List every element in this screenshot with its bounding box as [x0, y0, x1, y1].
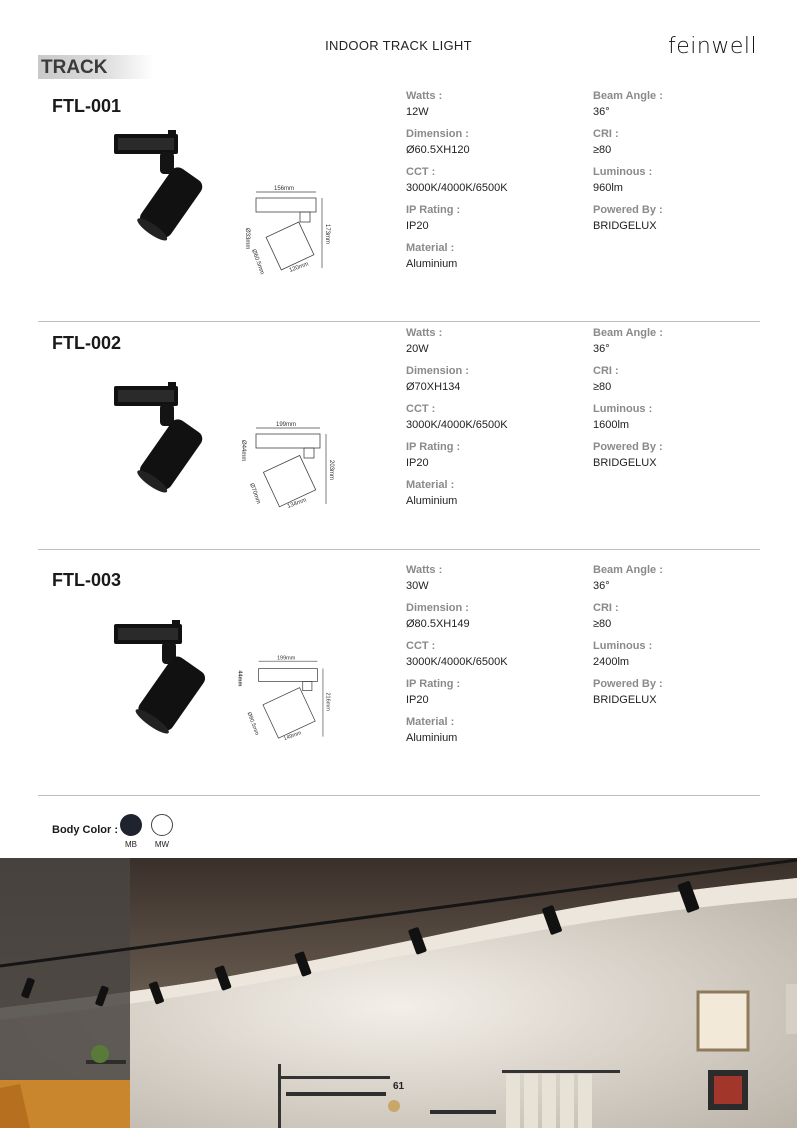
drawing-dim-head: Ø60.5mm	[250, 248, 265, 276]
drawing-dim-width: 156mm	[274, 186, 295, 192]
drawing-dim-head: Ø80.5mm	[245, 711, 260, 737]
drawing-dim-length: 134mm	[286, 497, 308, 510]
color-swatch-mb[interactable]	[120, 814, 142, 836]
spec-cct: CCT : 3000K/4000K/6500K	[406, 403, 508, 431]
drawing-dim-height: 216mm	[324, 692, 331, 711]
spec-cri: CRI : ≥80	[593, 128, 619, 156]
page-header-title: INDOOR TRACK LIGHT	[325, 38, 472, 53]
drawing-dim-base: Ø33mm	[244, 228, 250, 250]
product-code: FTL-003	[52, 570, 122, 590]
brand-logo: feinwell	[668, 34, 758, 59]
spec-material: Material : Aluminium	[406, 716, 458, 744]
spec-dimension: Dimension : Ø60.5XH120	[406, 128, 470, 156]
dimension-drawing	[238, 420, 338, 512]
body-color-label: Body Color :	[52, 824, 118, 836]
spec-cri: CRI : ≥80	[593, 365, 619, 393]
spec-luminous: Luminous : 960lm	[593, 166, 653, 194]
spec-beam-angle: Beam Angle : 36°	[593, 564, 663, 592]
drawing-dim-height: 173mm	[324, 224, 330, 245]
drawing-dim-base: 44mm	[236, 670, 243, 687]
spec-powered-by: Powered By : BRIDGELUX	[593, 204, 663, 232]
section-divider	[38, 549, 760, 550]
spec-ip-rating: IP Rating : IP20	[406, 441, 461, 469]
dimension-drawing	[238, 652, 338, 744]
spec-dimension: Dimension : Ø80.5XH149	[406, 602, 470, 630]
drawing-dim-head: Ø70mm	[248, 482, 262, 505]
drawing-dim-height: 203mm	[328, 460, 334, 481]
spec-dimension: Dimension : Ø70XH134	[406, 365, 469, 393]
category-label: TRACK	[41, 57, 108, 78]
category-tag	[38, 55, 154, 79]
spec-material: Material : Aluminium	[406, 242, 458, 270]
spec-luminous: Luminous : 1600lm	[593, 403, 653, 431]
drawing-dim-width: 199mm	[276, 422, 297, 428]
page-number: 61	[393, 1081, 405, 1092]
track-light-photo	[108, 618, 204, 730]
spec-beam-angle: Beam Angle : 36°	[593, 90, 663, 118]
track-light-photo	[108, 128, 204, 240]
product-code: FTL-002	[52, 333, 122, 353]
color-code-mb: MB	[125, 840, 137, 849]
spec-watts: Watts : 20W	[406, 327, 443, 355]
drawing-dim-base: Ø44mm	[240, 440, 246, 462]
spec-ip-rating: IP Rating : IP20	[406, 678, 461, 706]
color-code-mw: MW	[154, 840, 170, 849]
dimension-drawing	[238, 184, 338, 276]
drawing-dim-width: 199mm	[276, 655, 296, 662]
spec-luminous: Luminous : 2400lm	[593, 640, 653, 668]
spec-watts: Watts : 12W	[406, 90, 443, 118]
section-divider	[38, 321, 760, 322]
spec-powered-by: Powered By : BRIDGELUX	[593, 678, 663, 706]
track-light-photo	[108, 380, 204, 492]
drawing-dim-length: 120mm	[288, 261, 310, 274]
color-swatch-mw[interactable]	[151, 814, 173, 836]
spec-powered-by: Powered By : BRIDGELUX	[593, 441, 663, 469]
product-code: FTL-001	[52, 96, 122, 116]
spec-cri: CRI : ≥80	[593, 602, 619, 630]
spec-cct: CCT : 3000K/4000K/6500K	[406, 166, 508, 194]
drawing-dim-length: 149mm	[282, 730, 303, 743]
spec-material: Material : Aluminium	[406, 479, 458, 507]
section-divider	[38, 795, 760, 796]
spec-watts: Watts : 30W	[406, 564, 443, 592]
spec-ip-rating: IP Rating : IP20	[406, 204, 461, 232]
spec-cct: CCT : 3000K/4000K/6500K	[406, 640, 508, 668]
spec-beam-angle: Beam Angle : 36°	[593, 327, 663, 355]
